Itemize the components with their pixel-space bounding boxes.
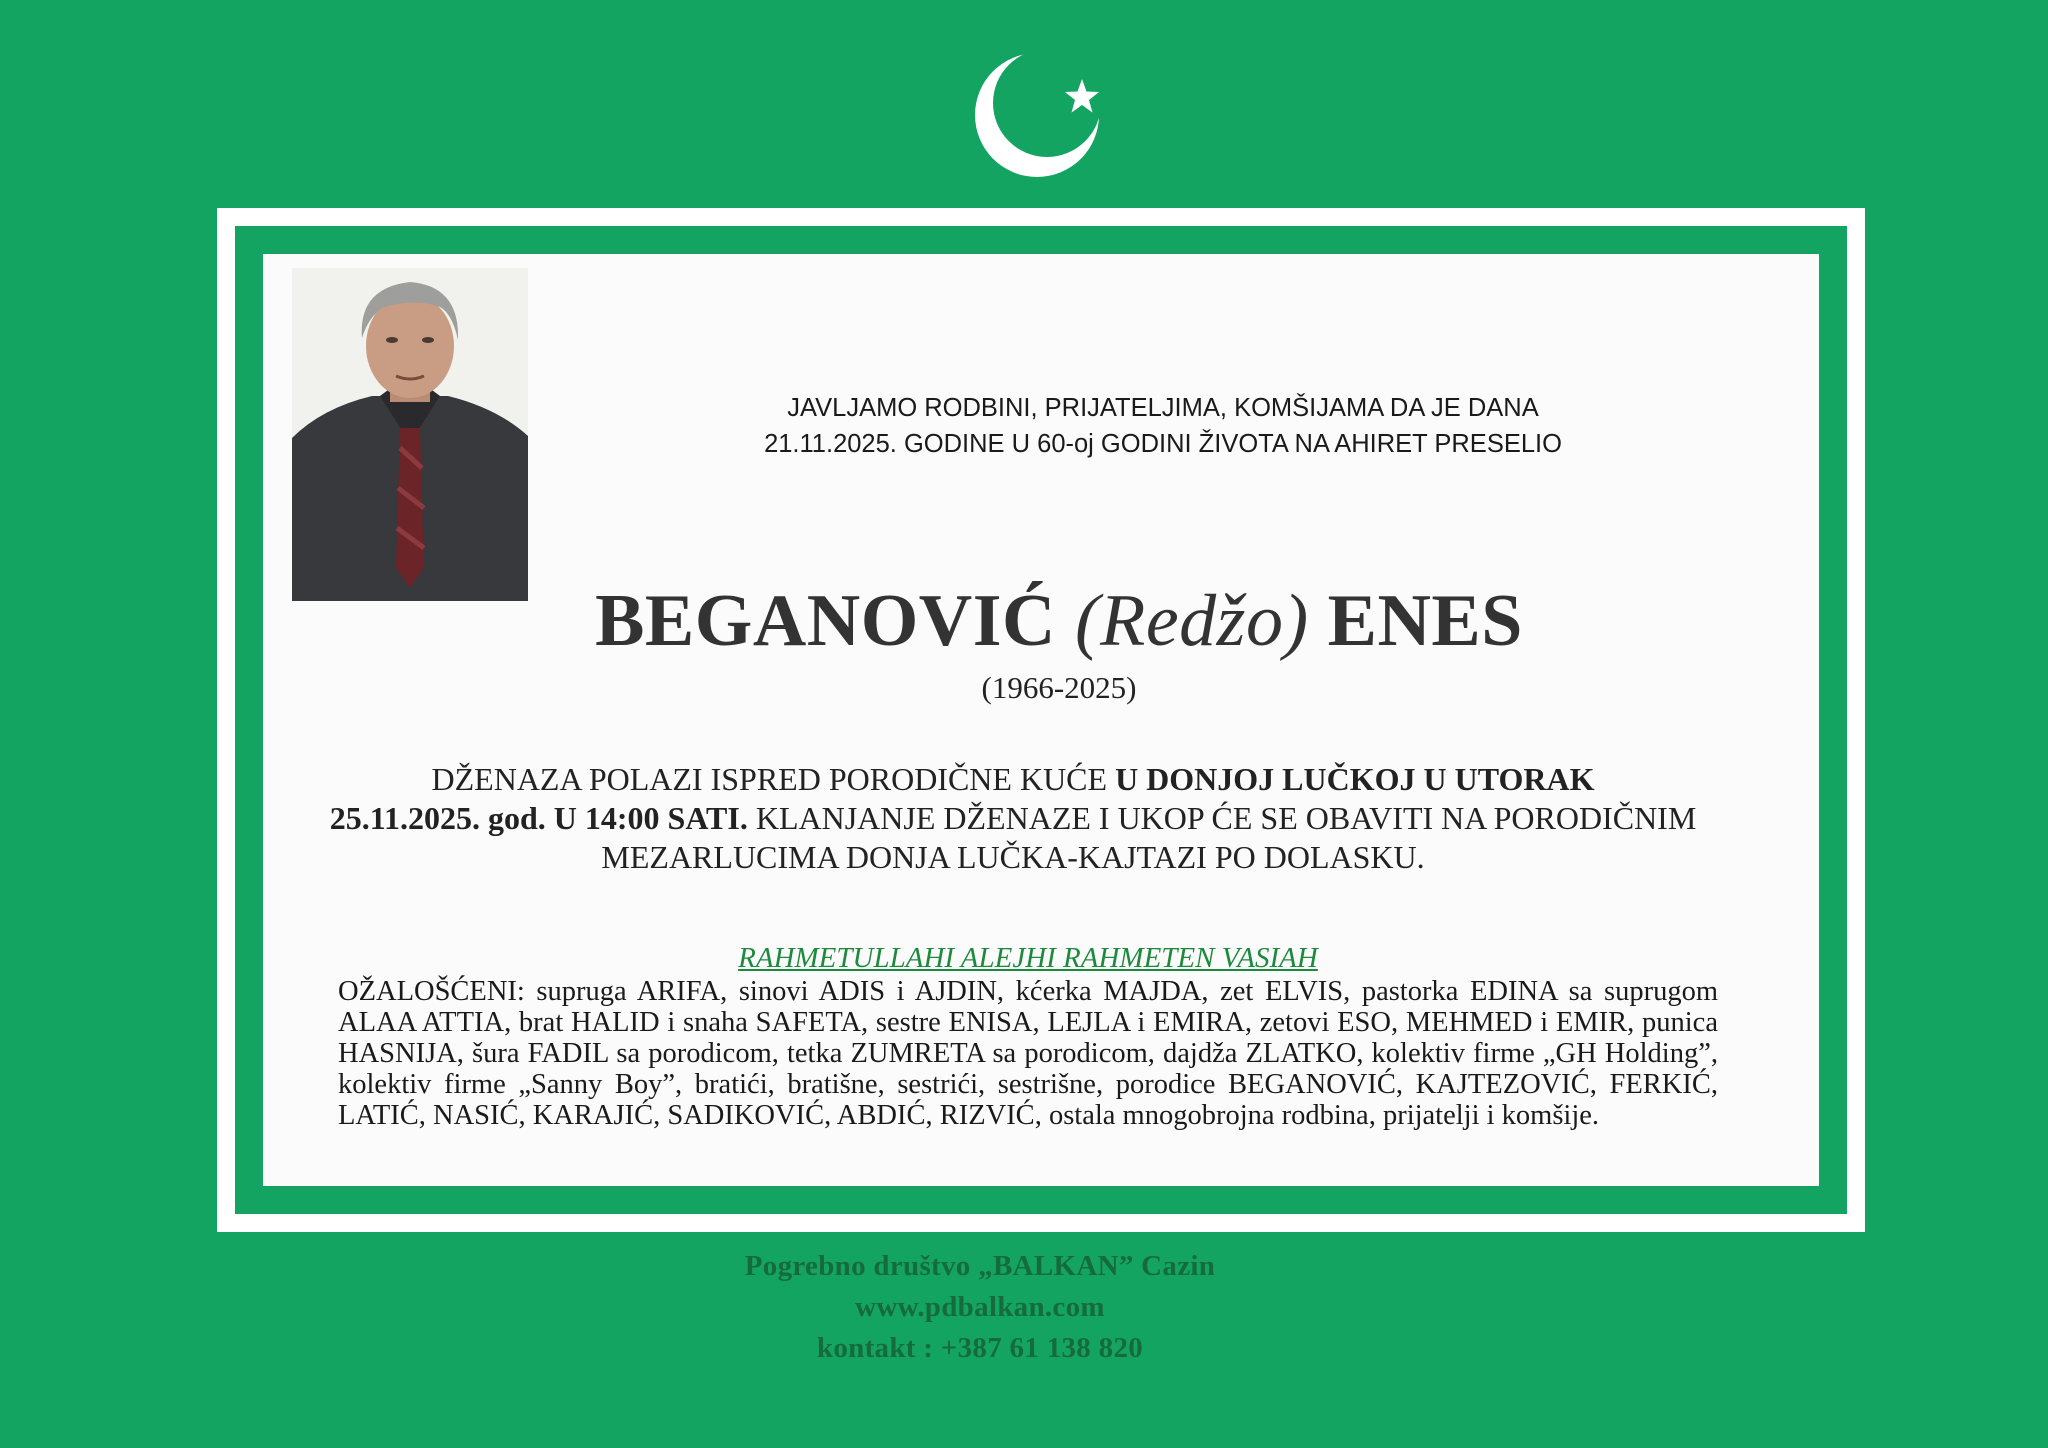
funeral-home-contact: kontakt : +387 61 138 820 [816,1332,1144,1364]
blessing-text: RAHMETULLAHI ALEJHI RAHMETEN VASIAH [738,942,1318,974]
funeral-home-website: www.pdbalkan.com [855,1291,1105,1323]
obituary-card [217,208,1865,1232]
card-content [263,254,1819,1186]
funeral-text-1: DŽENAZA POLAZI ISPRED PORODIČNE KUĆE [431,761,1116,797]
announcement-line-1: JAVLJAMO RODBINI, PRIJATELJIMA, KOMŠIJAMA DA JE DANA [787,394,1539,422]
announcement-text [563,390,1763,462]
card-green-frame [235,226,1847,1214]
funeral-home-name: Pogrebno društvo „BALKAN” Cazin [744,1250,1216,1282]
funeral-home-footer [0,1246,1960,1369]
deceased-years: (1966-2025) [981,670,1137,705]
funeral-text-2: KLANJANJE DŽENAZE I UKOP ĆE SE OBAVITI NA PORODIČNIM MEZARLUCIMA DONJA LUČKA-KAJTAZI PO DOLASKU. [601,800,1697,875]
portrait-photo [292,268,528,601]
crescent-star-icon [975,45,1115,185]
funeral-details [323,760,1703,877]
deceased-nickname: (Redžo) [1074,580,1309,662]
funeral-place: U DONJOJ LUČKOJ U UTORAK [1115,761,1595,797]
announcement-line-2: 21.11.2025. GODINE U 60-oj GODINI ŽIVOTA NA AHIRET PRESELIO [764,430,1562,458]
funeral-date-time: 25.11.2025. god. U 14:00 SATI. [329,800,748,836]
deceased-name [263,576,1819,666]
mourners-list: OŽALOŠĆENI: supruga ARIFA, sinovi ADIS i AJDIN, kćerka MAJDA, zet ELVIS, pastorka EDINA sa suprugom ALAA ATTIA, brat HALID i snaha SAFETA, sestre ENISA, LEJLA i EMIRA, zetovi ESO, MEHMED i EMIR, punica HASNIJA, šura FADIL sa porodicom, tetka ZUMRETA sa porodicom, dajdža ZLATKO, kolektiv firme „GH Holding”, kolektiv firme „Sanny Boy”, bratići, bratišne, sestrići, sestrišne, porodice BEGANOVIĆ, KAJTEZOVIĆ, FERKIĆ, LATIĆ, NASIĆ, KARAJIĆ, SADIKOVIĆ, ABDIĆ, RIZVIĆ, ostala mnogobrojna rodbina, prijatelji i komšije. [338,976,1718,1131]
deceased-surname: BEGANOVIĆ [595,580,1056,662]
deceased-first-name: ENES [1327,580,1523,662]
